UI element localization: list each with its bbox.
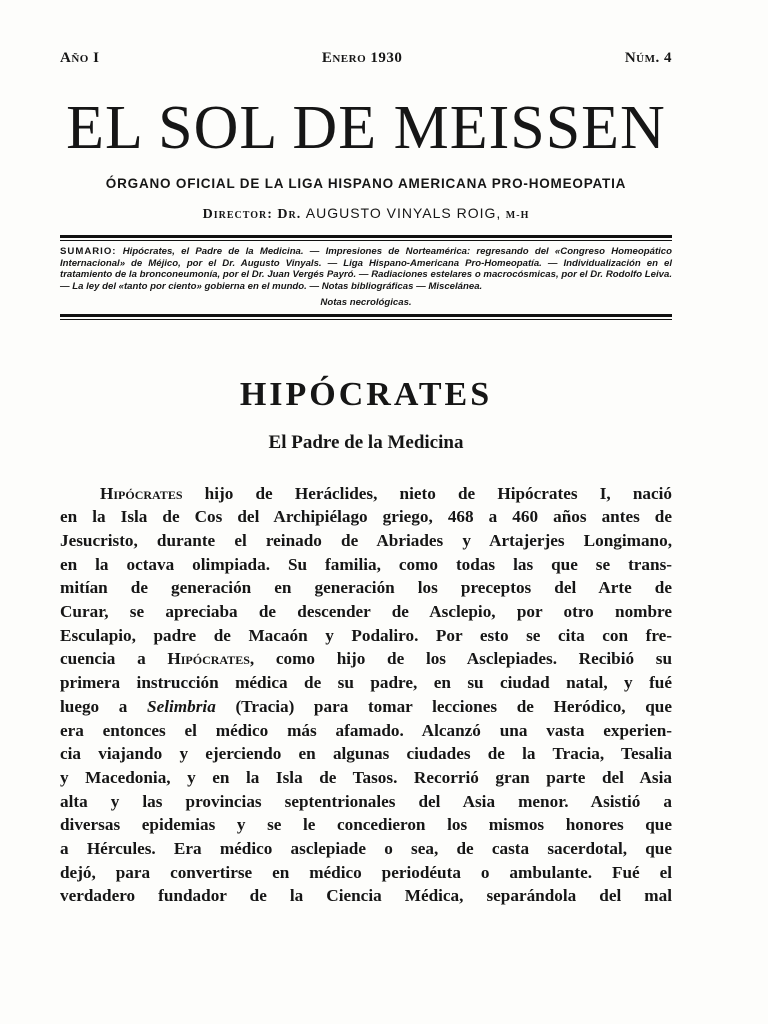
body-line xyxy=(60,695,672,719)
body-text-run: hijo de Heráclides, nieto de Hipócrates I, nació xyxy=(182,483,672,503)
journal-title: EL SOL DE MEISSEN xyxy=(66,94,666,162)
director-name: AUGUSTO VINYALS ROIG, xyxy=(305,205,502,221)
body-text-run: luego a xyxy=(60,696,148,716)
article-title: HIPÓCRATES xyxy=(239,375,493,413)
divider-bottom xyxy=(60,314,672,317)
issue-date: Enero 1930 xyxy=(321,50,403,66)
sumario-label: SUMARIO: xyxy=(60,246,117,257)
body-line: y Macedonia, y en la Isla de Tasos. Recorrió gran parte del Asia xyxy=(60,767,672,787)
body-line xyxy=(60,482,672,506)
body-line: Jesucristo, durante el reinado de Abriades y Artajerjes Longimano, xyxy=(60,530,672,550)
article-subtitle: El Padre de la Medicina xyxy=(268,431,464,453)
body-line: cia viajando y ejerciendo en algunas ciudades de la Tracia, Tesalia xyxy=(60,744,672,764)
place-name: Selimbria xyxy=(147,696,216,716)
body-line: Esculapio, padre de Macaón y Podaliro. Por esto se cita con fre- xyxy=(60,625,672,645)
body-line: diversas epidemias y se le concedieron los mismos honores que xyxy=(60,815,672,835)
body-line: mitían de generación en generación los preceptos del Arte de xyxy=(60,578,672,598)
body-line: Curar, se apreciaba de descender de Asclepio, por otro nombre xyxy=(60,602,672,622)
body-line: en la Isla de Cos del Archipiélago griego, 468 a 460 años antes de xyxy=(60,507,672,527)
body-text-run: cuencia a xyxy=(60,649,168,669)
body-line: a Hércules. Era médico asclepiade o sea, de casta sacerdotal, que xyxy=(60,839,672,859)
journal-subtitle: ÓRGANO OFICIAL DE LA LIGA HISPANO AMERICANA PRO-HOMEOPATIA xyxy=(105,176,627,191)
issue-year: Año I xyxy=(60,50,100,66)
director-label: Director: Dr. xyxy=(202,207,302,222)
author-name: Hipócrates xyxy=(100,483,183,503)
body-text-run: (Tracia) para tomar lecciones de Heródico, que xyxy=(215,696,672,716)
director-suffix: M-H xyxy=(505,210,530,221)
divider-top-thin xyxy=(60,240,672,241)
table-of-contents xyxy=(60,246,672,292)
director-line xyxy=(60,205,672,223)
sumario-text: Hipócrates, el Padre de la Medicina. — Impresiones de Norteamérica: regresando del «Congreso Homeopático Internacional» de Méjico, por el Dr. Augusto Vinyals. — Liga Hispano-Americana Pro-Homeopatía. — Individualización en el tratamiento de la bronconeumonía, por el Dr. Juan Vergés Payró. — Radiaciones estelares o macrocósmicas, por el Dr. Rodolfo Leiva. — La ley del «tanto por ciento» gobierna en el mundo. — Notas bibliográficas — Miscelánea. xyxy=(60,246,673,292)
body-line: dejó, para convertirse en médico periodéuta o ambulante. Fué el xyxy=(60,862,672,882)
divider-top xyxy=(60,235,672,238)
author-name: Hipócrates xyxy=(167,649,250,669)
divider-bottom-thin xyxy=(60,319,672,320)
body-line: alta y las provincias septentrionales del Asia menor. Asistió a xyxy=(60,791,672,811)
journal-page xyxy=(60,50,672,908)
sumario-last-line: Notas necrológicas. xyxy=(320,297,412,308)
body-line: verdadero fundador de la Ciencia Médica, separándola del mal xyxy=(60,886,672,906)
body-line: primera instrucción médica de su padre, en su ciudad natal, y fué xyxy=(60,673,672,693)
body-line: era entonces el médico más afamado. Alcanzó una vasta experien- xyxy=(60,720,672,740)
body-line: en la octava olimpiada. Su familia, como todas las que se trans- xyxy=(60,554,672,574)
body-text-run: , como hijo de los Asclepiades. Recibió su xyxy=(249,649,673,669)
issue-number: Núm. 4 xyxy=(624,50,672,66)
article-body xyxy=(60,482,672,909)
masthead-meta xyxy=(60,50,672,70)
body-line xyxy=(60,647,672,671)
